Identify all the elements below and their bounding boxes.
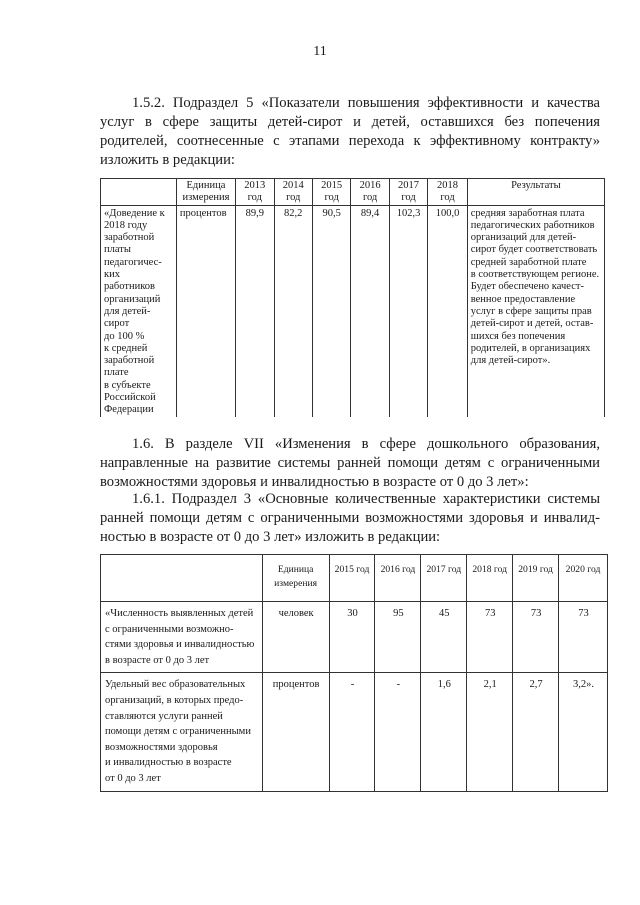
value-cell: 2,7 (513, 673, 559, 791)
text-line: родителей, соотнесенные с этапами перехода к эффективному контракту» (100, 133, 600, 149)
text-line: возможностями здоровья и инвалидностью в возрасте от 0 до 3 лет»: (100, 474, 529, 490)
indicator-cell: Удельный вес образовательных организаций, в которых предо- ставляются услуги ранней помощи детям с ограниченными возможностями здоровья и инвалидностью в возрасте от 0 до 3 лет (101, 673, 263, 791)
value-cell: 73 (467, 602, 513, 673)
table-header-row (101, 555, 608, 602)
header-year: 2016 год (351, 179, 389, 206)
value-cell: 45 (421, 602, 467, 673)
text-line: 1.5.2. Подраздел 5 «Показатели повышения эффективности и качества (132, 95, 600, 111)
text-line: 1.6.1. Подраздел 3 «Основные количественные характеристики системы (132, 491, 600, 507)
value-cell: 89,9 (236, 205, 274, 417)
header-indicator (101, 555, 263, 602)
header-year: 2015 год (312, 179, 350, 206)
text-line: изложить в редакции: (100, 152, 235, 168)
header-year: 2017 год (389, 179, 427, 206)
unit-cell: процентов (262, 673, 329, 791)
table-row (101, 602, 608, 673)
table-row (101, 205, 605, 417)
header-year: 2017 год (421, 555, 467, 602)
table-row (101, 673, 608, 791)
indicator-cell: «Численность выявленных детей с ограниченными возможно- стями здоровья и инвалидностью в возрасте от 0 до 3 лет (101, 602, 263, 673)
header-year: 2018 год (467, 555, 513, 602)
results-cell: средняя заработная плата педагогических работников организаций для детей- сирот будет соответствовать средней заработной плате в соответствующем регионе. Будет обеспечено качест- венное предоставление услуг в сфере защиты прав детей-сирот и детей, остав- шихся без попечения родителей, в организациях для детей-сирот». (467, 205, 604, 417)
header-year: 2018 год (428, 179, 467, 206)
early-help-characteristics-table (100, 554, 608, 792)
unit-cell: человек (262, 602, 329, 673)
header-year: 2015 год (329, 555, 375, 602)
text-line: 1.6. В разделе VII «Изменения в сфере дошкольного образования, (132, 436, 600, 452)
text-line: ранней помощи детям с ограниченными возможностями здоровья и инвалид- (100, 510, 600, 526)
value-cell: 2,1 (467, 673, 513, 791)
text-line: ностью в возрасте от 0 до 3 лет» изложить в редакции: (100, 529, 441, 545)
page-number: 11 (313, 44, 327, 59)
value-cell: 73 (513, 602, 559, 673)
section-1-6-1-paragraph (100, 490, 600, 547)
indicator-cell: «Доведение к 2018 году заработной платы педагогичес- ких работников организаций для детей- сирот до 100 % к средней заработной плате в субъекте Российской Федерации (101, 205, 177, 417)
value-cell: 90,5 (312, 205, 350, 417)
header-year: 2016 год (375, 555, 421, 602)
value-cell: 95 (375, 602, 421, 673)
value-cell: 89,4 (351, 205, 389, 417)
unit-cell: процентов (176, 205, 235, 417)
value-cell: 1,6 (421, 673, 467, 791)
header-unit: Единица измерения (176, 179, 235, 206)
value-cell: 30 (329, 602, 375, 673)
value-cell: - (375, 673, 421, 791)
table-header-row (101, 179, 605, 206)
value-cell: 73 (559, 602, 608, 673)
section-1-6-paragraph (100, 435, 600, 492)
text-line: направленные на развитие системы ранней помощи детям с ограниченными (100, 455, 600, 471)
header-results: Результаты (467, 179, 604, 206)
value-cell: 3,2». (559, 673, 608, 791)
value-cell: - (329, 673, 375, 791)
header-unit: Единица измерения (262, 555, 329, 602)
text-line: услуг в сфере защиты детей-сирот и детей, оставшихся без попечения (100, 114, 600, 130)
efficiency-indicators-table (100, 178, 605, 417)
value-cell: 102,3 (389, 205, 427, 417)
value-cell: 100,0 (428, 205, 467, 417)
header-year: 2013 год (236, 179, 274, 206)
section-1-5-2-paragraph (100, 94, 600, 170)
header-year: 2020 год (559, 555, 608, 602)
header-year: 2019 год (513, 555, 559, 602)
header-year: 2014 год (274, 179, 312, 206)
header-indicator (101, 179, 177, 206)
value-cell: 82,2 (274, 205, 312, 417)
